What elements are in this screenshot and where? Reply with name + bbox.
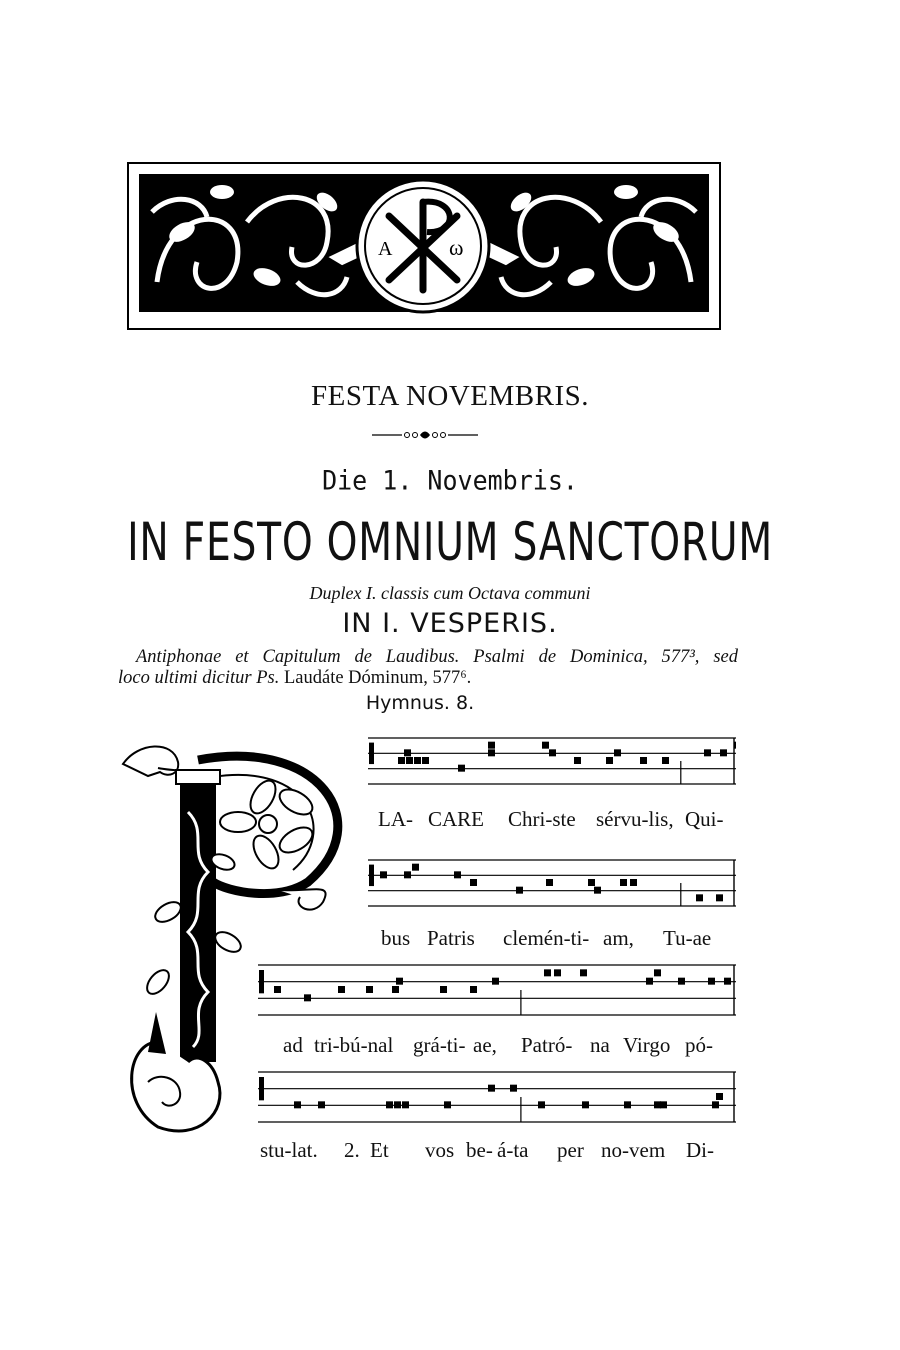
staff-2-lyrics xyxy=(381,926,741,952)
neume xyxy=(444,1101,451,1108)
neume xyxy=(594,887,601,894)
syllable: á-ta xyxy=(497,1138,529,1162)
neume xyxy=(724,978,731,985)
neume xyxy=(380,871,387,878)
neume xyxy=(404,749,411,756)
syllable: stu-lat. xyxy=(260,1138,318,1162)
syllable: per xyxy=(557,1138,584,1162)
neume xyxy=(574,757,581,764)
neume xyxy=(318,1101,325,1108)
syllable: Qui- xyxy=(685,807,724,831)
neume xyxy=(488,1085,495,1092)
neume xyxy=(544,969,551,976)
neume xyxy=(716,1093,723,1100)
feast-rank: Duplex I. classis cum Octava communi xyxy=(309,583,591,603)
neume xyxy=(304,994,311,1001)
syllable: Chri-ste xyxy=(508,807,576,831)
syllable: Di- xyxy=(686,1138,714,1162)
syllable: grá-ti- xyxy=(413,1033,466,1057)
neume xyxy=(542,742,549,749)
syllable: Patris xyxy=(427,926,475,950)
neume xyxy=(630,879,637,886)
syllable: clemén-ti- xyxy=(503,926,590,950)
neume xyxy=(554,969,561,976)
neume xyxy=(660,1101,667,1108)
syllable: am, xyxy=(603,926,634,950)
neume xyxy=(624,1101,631,1108)
neume xyxy=(366,986,373,993)
neume xyxy=(274,986,281,993)
neume xyxy=(454,871,461,878)
neume xyxy=(546,879,553,886)
neume xyxy=(338,986,345,993)
neume xyxy=(492,978,499,985)
neume xyxy=(414,757,421,764)
syllable: bus xyxy=(381,926,411,950)
syllable: Tu-ae xyxy=(663,926,712,950)
svg-text:ω: ω xyxy=(449,235,464,260)
neume xyxy=(640,757,647,764)
chant-staff-3 xyxy=(258,957,736,1023)
neume xyxy=(458,765,465,772)
neume xyxy=(396,978,403,985)
neume xyxy=(712,1101,719,1108)
rubric-text xyxy=(118,647,738,689)
neume xyxy=(620,879,627,886)
neume xyxy=(510,1085,517,1092)
clef xyxy=(369,865,374,886)
neume xyxy=(720,749,727,756)
neume xyxy=(470,986,477,993)
feast-date: Die 1. Novembris. xyxy=(322,465,578,496)
feast-title: IN FESTO OMNIUM SANCTORUM xyxy=(127,512,773,573)
syllable: 2. xyxy=(344,1138,360,1162)
neume xyxy=(580,969,587,976)
staff-4-lyrics xyxy=(260,1138,720,1164)
neume xyxy=(734,742,736,749)
neume xyxy=(588,879,595,886)
neume xyxy=(614,749,621,756)
ornamental-divider xyxy=(372,428,478,442)
neume xyxy=(406,757,413,764)
hymn-number-heading: Hymnus. 8. xyxy=(365,692,475,714)
neume xyxy=(696,894,703,901)
clef xyxy=(259,1077,264,1100)
syllable: Patró- xyxy=(521,1033,573,1057)
neume xyxy=(386,1101,393,1108)
chant-staff-1 xyxy=(368,730,736,792)
syllable: LA- xyxy=(378,807,413,831)
syllable: vos xyxy=(425,1138,455,1162)
neume xyxy=(654,969,661,976)
neume xyxy=(606,757,613,764)
neume xyxy=(582,1101,589,1108)
staff-3-lyrics xyxy=(283,1033,733,1059)
neume xyxy=(488,742,495,749)
neume xyxy=(394,1101,401,1108)
syllable: be- xyxy=(466,1138,493,1162)
neume xyxy=(538,1101,545,1108)
neume xyxy=(392,986,399,993)
syllable: Virgo xyxy=(623,1033,671,1057)
chant-staff-2 xyxy=(368,852,736,914)
section-heading: IN I. VESPERIS. xyxy=(342,608,558,639)
syllable: pó- xyxy=(685,1033,713,1057)
syllable: no-vem xyxy=(601,1138,666,1162)
neume xyxy=(716,894,723,901)
syllable: ae, xyxy=(473,1033,497,1057)
rubric-line-2 xyxy=(118,668,738,689)
neume xyxy=(708,978,715,985)
neume xyxy=(294,1101,301,1108)
svg-text:A: A xyxy=(378,238,393,260)
rubric-line-2-plain: Laudáte Dóminum, 577⁶. xyxy=(283,668,472,688)
syllable: Et xyxy=(370,1138,389,1162)
clef xyxy=(259,970,264,993)
neume xyxy=(422,757,429,764)
neume xyxy=(549,749,556,756)
neume xyxy=(678,978,685,985)
neume xyxy=(398,757,405,764)
staff-1-lyrics xyxy=(378,807,738,833)
rubric-line-1: Antiphonae et Capitulum de Laudibus. Psalmi de Dominica, 577³, sed xyxy=(136,647,738,667)
neume xyxy=(402,1101,409,1108)
neume xyxy=(516,887,523,894)
neume xyxy=(654,1101,661,1108)
neume xyxy=(488,749,495,756)
clef xyxy=(369,743,374,764)
neume xyxy=(440,986,447,993)
syllable: na xyxy=(590,1033,610,1057)
syllable: ad xyxy=(283,1033,303,1057)
rubric-line-2-italic: loco ultimi dicitur Ps. xyxy=(118,668,280,688)
chant-staff-4 xyxy=(258,1064,736,1130)
header-ornament-band xyxy=(127,162,721,330)
syllable: CARE xyxy=(428,807,485,831)
syllable: tri-bú-nal xyxy=(314,1033,394,1057)
neume xyxy=(646,978,653,985)
neume xyxy=(704,749,711,756)
feast-month-heading: FESTA NOVEMBRIS. xyxy=(310,380,589,412)
neume xyxy=(662,757,669,764)
neume xyxy=(412,864,419,871)
syllable: sérvu-lis, xyxy=(596,807,674,831)
neume xyxy=(470,879,477,886)
neume xyxy=(404,871,411,878)
